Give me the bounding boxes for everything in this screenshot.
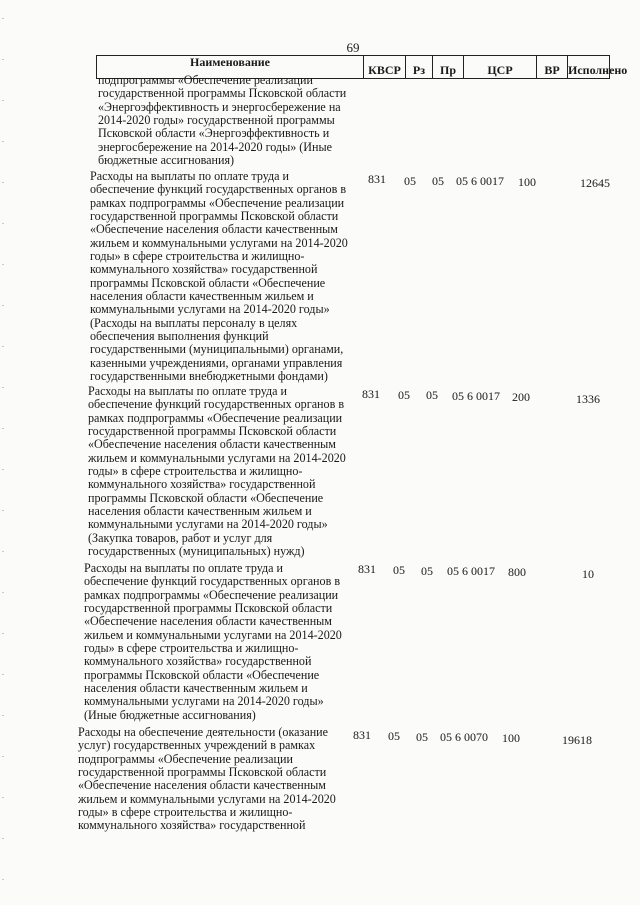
row-vr: 800 xyxy=(508,565,526,579)
header-vr: ВР xyxy=(544,63,560,77)
header-executed: Исполнено xyxy=(568,63,628,77)
row-vr: 200 xyxy=(512,390,530,404)
row-pr: 05 xyxy=(416,730,428,744)
row-name: Расходы на обеспечение деятельности (оказание услуг) государственных учреждений в рамках подпрограммы «Обеспечение реализации государственной программы Псковской области «Обеспечение населения области качественным жильем и коммунальными услугами на 2014-2020 годы» в сфере строительства и жилищно- коммунального хозяйства» государственной xyxy=(78,725,336,833)
header-csr: ЦСР xyxy=(487,63,513,77)
row-pr: 05 xyxy=(421,564,433,578)
row-name: Расходы на выплаты по оплате труда и обеспечение функций государственных органов в рамках подпрограммы «Обеспечение реализации государственной программы Псковской области «Обеспечение населения области качественным жильем и коммунальными услугами на 2014-2020 годы» в сфере строительства и жилищно- коммунального хозяйства» государственной программы Псковской области «Обеспечение населения области качественным жильем и коммунальными услугами на 2014-2020 годы» (Иные бюджетные ассигнования) xyxy=(84,561,342,722)
header-vr-cell xyxy=(536,56,567,78)
header-rz-cell xyxy=(405,56,432,78)
scan-edge-artifact xyxy=(2,0,4,905)
row-csr: 05 6 0070 xyxy=(440,730,488,744)
header-kvsr: КВСР xyxy=(368,63,401,77)
row-kvsr: 831 xyxy=(358,562,376,576)
row-csr: 05 6 0017 xyxy=(452,389,500,403)
row-csr: 05 6 0017 xyxy=(456,174,504,188)
row-executed: 19618 xyxy=(562,733,592,747)
row-rz: 05 xyxy=(388,729,400,743)
row-vr: 100 xyxy=(518,175,536,189)
header-rz: Рз xyxy=(412,63,426,77)
row-kvsr: 831 xyxy=(368,172,386,186)
row-pr: 05 xyxy=(426,388,438,402)
header-name: Наименование xyxy=(190,55,270,69)
header-executed-cell xyxy=(567,56,628,78)
row-rz: 05 xyxy=(393,563,405,577)
row-rz: 05 xyxy=(404,174,416,188)
row-kvsr: 831 xyxy=(362,387,380,401)
row-name: подпрограммы «Обеспечение реализации государственной программы Псковской области «Энергоэффективность и энергосбережение на 2014-2020 годы» государственной программы Псковской области «Энергоэффективность и энергосбережение на 2014-2020 годы» (Иные бюджетные ассигнования) xyxy=(98,73,347,168)
row-name: Расходы на выплаты по оплате труда и обеспечение функций государственных органов в рамках подпрограммы «Обеспечение реализации государственной программы Псковской области «Обеспечение населения области качественным жильем и коммунальными услугами на 2014-2020 годы» в сфере строительства и жилищно- коммунального хозяйства» государственной программы Псковской области «Обеспечение населения области качественным жильем и коммунальными услугами на 2014-2020 годы» (Расходы на выплаты персоналу в целях обеспечения выполнения функций государственными (муниципальными) органами, казенными учреждениями, органами управления государственными внебюджетными фондами) xyxy=(90,169,348,384)
row-name: Расходы на выплаты по оплате труда и обеспечение функций государственных органов в рамках подпрограммы «Обеспечение реализации государственной программы Псковской области «Обеспечение населения области качественным жильем и коммунальными услугами на 2014-2020 годы» в сфере строительства и жилищно- коммунального хозяйства» государственной программы Псковской области «Обеспечение населения области качественным жильем и коммунальными услугами на 2014-2020 годы» (Закупка товаров, работ и услуг для государственных (муниципальных) нужд) xyxy=(88,384,346,559)
row-executed: 10 xyxy=(582,567,594,581)
row-executed: 1336 xyxy=(576,392,600,406)
header-csr-cell xyxy=(463,56,536,78)
header-pr: Пр xyxy=(439,63,456,77)
header-pr-cell xyxy=(432,56,463,78)
row-csr: 05 6 0017 xyxy=(447,564,495,578)
row-rz: 05 xyxy=(398,388,410,402)
row-kvsr: 831 xyxy=(353,728,371,742)
row-executed: 12645 xyxy=(580,176,610,190)
row-pr: 05 xyxy=(432,174,444,188)
row-vr: 100 xyxy=(502,731,520,745)
page-number: 69 xyxy=(346,40,360,55)
